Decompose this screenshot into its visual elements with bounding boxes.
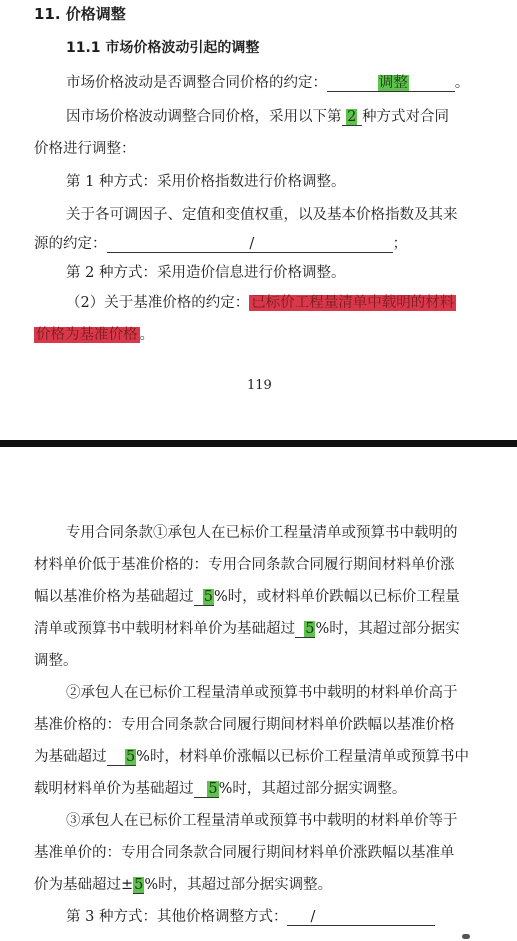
paragraph-line: 基准价格的：专用合同条款合同履行期间材料单价跌幅以基准价格 <box>34 717 455 733</box>
method-choice-value: 2 <box>347 109 357 125</box>
paragraph-line: 专用合同条款①承包人在已标价工程量清单或预算书中载明的 <box>66 525 458 541</box>
paragraph-line: 材料单价低于基准价格的：专用合同条款合同履行期间材料单价涨 <box>34 557 455 573</box>
factor-agreement-line: 源的约定： / ； <box>34 236 408 252</box>
paragraph-line: 价为基础超过±5%时，其超过部分据实调整。 <box>34 877 333 893</box>
method-3-line: 第 3 种方式：其他价格调整方式： / <box>66 907 435 927</box>
paragraph-line: 价格进行调整： <box>34 141 136 157</box>
paragraph-line: ②承包人在已标价工程量清单或预算书中载明的材料单价高于 <box>66 685 458 701</box>
percent-value: 5 <box>203 589 213 605</box>
paragraph-line: 关于各可调因子、定值和变值权重，以及基本价格指数及其来 <box>66 207 458 223</box>
percent-value: 5 <box>125 749 136 765</box>
paragraph-line: 载明材料单价为基础超过 5%时，其超过部分据实调整。 <box>34 781 407 797</box>
paragraph-line: 清单或预算书中载明材料单价为基础超过 5%时，其超过部分据实 <box>34 621 460 637</box>
paragraph-line: ③承包人在已标价工程量清单或预算书中载明的材料单价等于 <box>66 813 458 829</box>
percent-value: 5 <box>208 781 218 797</box>
method-3-field: / <box>287 909 435 926</box>
paragraph-line: 基准单价的：专用合同条款合同履行期间材料单价涨跌幅以基准单 <box>34 845 455 861</box>
paragraph-line: 调整。 <box>34 653 78 669</box>
method-2-text: 第 2 种方式：采用造价信息进行价格调整。 <box>66 265 346 281</box>
factor-agreement-field: / <box>107 236 393 253</box>
section-title: 11. 价格调整 <box>34 5 126 23</box>
paragraph-line: 为基础超过 5%时，材料单价涨幅以已标价工程量清单或预算书中 <box>34 749 469 765</box>
percent-value: 5 <box>134 877 144 893</box>
base-price-line: （2）关于基准价格的约定： 已标价工程量清单中载明的材料 <box>66 295 455 311</box>
base-price-value-b: 价格为基准价格 <box>36 327 138 343</box>
adjust-agreement-line: 市场价格波动是否调整合同价格的约定：​ 调整 。 <box>66 75 470 91</box>
base-price-value-a: 已标价工程量清单中载明的材料 <box>251 295 455 311</box>
adjust-value: 调整 <box>378 75 408 91</box>
adjust-value-field: ​ 调整 <box>327 75 455 92</box>
paragraph-line: 幅以基准价格为基础超过 5%时，或材料单价跌幅以已标价工程量 <box>34 589 460 605</box>
base-price-line-2: 价格为基准价格 。 <box>36 327 154 343</box>
subsection-title: 11.1 市场价格波动引起的调整 <box>66 40 260 56</box>
page-divider <box>0 440 517 447</box>
page-number: 119 <box>247 378 272 393</box>
method-choice-line: 因市场价格波动调整合同价格，采用以下第 2 种方式对合同 <box>66 109 449 125</box>
percent-value: 5 <box>305 621 315 637</box>
method-1-text: 第 1 种方式：采用价格指数进行价格调整。 <box>66 174 346 190</box>
scan-mark <box>462 934 470 939</box>
